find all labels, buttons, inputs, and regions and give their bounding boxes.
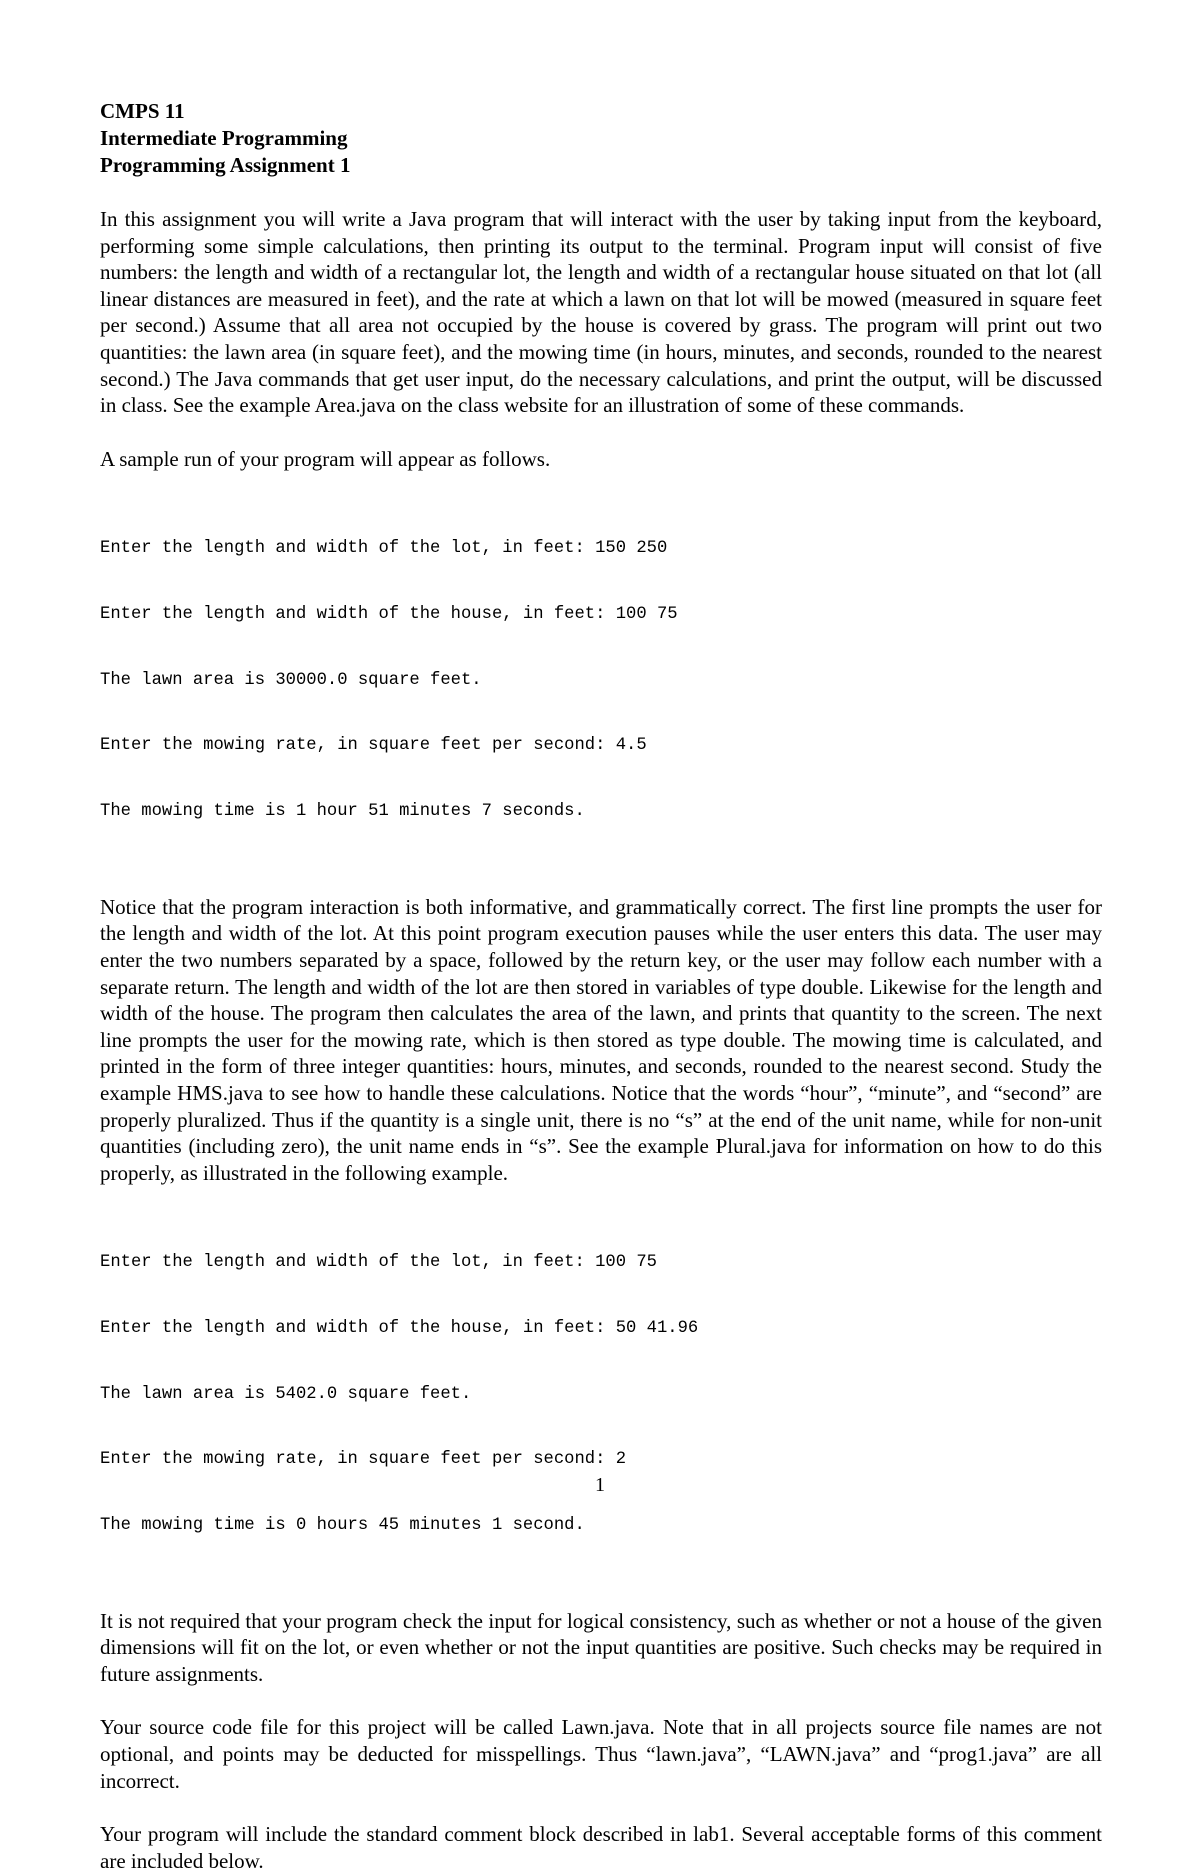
code-line: The lawn area is 5402.0 square feet. (100, 1384, 472, 1404)
document-header (100, 98, 1102, 179)
spacer (100, 867, 1102, 894)
code-line: Enter the mowing rate, in square feet per second: 2 (100, 1450, 627, 1470)
course-code: CMPS 11 (100, 99, 185, 123)
consistency-paragraph: It is not required that your program check the input for logical consistency, such as whether or not a house of the given dimensions will fit on the lot, or even whether or not the input quantities are positive. Such checks may be required in future assignments. (100, 1608, 1102, 1686)
document-page (100, 98, 1102, 1874)
spacer (100, 179, 1102, 206)
code-line: Enter the length and width of the house, in feet: 100 75 (100, 604, 678, 624)
course-title: Intermediate Programming (100, 126, 348, 150)
spacer (100, 419, 1102, 446)
code-line: Enter the mowing rate, in square feet per second: 4.5 (100, 736, 647, 756)
code-line: Enter the length and width of the house, in feet: 50 41.96 (100, 1318, 699, 1338)
code-line: The mowing time is 0 hours 45 minutes 1 second. (100, 1515, 585, 1535)
code-line: The lawn area is 30000.0 square feet. (100, 670, 482, 690)
spacer (100, 1687, 1102, 1714)
source-file-paragraph: Your source code file for this project will be called Lawn.java. Note that in all projects source file names are not optional, and points may be deducted for misspellings. Thus “lawn.java”, “LAWN.java” and “prog1.java” are all incorrect. (100, 1715, 1102, 1793)
code-line: Enter the length and width of the lot, in feet: 150 250 (100, 539, 668, 559)
sample-run-1-code-block (100, 494, 1102, 866)
sample-intro-paragraph: A sample run of your program will appear as follows. (100, 446, 551, 471)
page-number: 1 (595, 1474, 605, 1496)
spacer (100, 1794, 1102, 1821)
intro-paragraph: In this assignment you will write a Java program that will interact with the user by taking input from the keyboard, performing some simple calculations, then printing its output to the terminal. Program input will consist of five numbers: the length and width of a rectangular lot, the length and width of a rectangular house situated on that lot (all linear distances are measured in feet), and the rate at which a lawn on that lot will be mowed (measured in square feet per second.) Assume that all area not occupied by the house is covered by grass. The program will print out two quantities: the lawn area (in square feet), and the mowing time (in hours, minutes, and seconds, rounded to the nearest second.) The Java commands that get user input, do the necessary calculations, and print the output, will be discussed in class. See the example Area.java on the class website for an illustration of some of these commands. (100, 207, 1102, 418)
spacer (100, 472, 1102, 494)
code-line: The mowing time is 1 hour 51 minutes 7 seconds. (100, 802, 585, 822)
comment-block-paragraph: Your program will include the standard comment block described in lab1. Several acceptable forms of this comment are included below. (100, 1822, 1102, 1873)
sample-run-2-code-block (100, 1208, 1102, 1580)
notice-paragraph: Notice that the program interaction is both informative, and grammatically correct. The first line prompts the user for the length and width of the lot. At this point program execution pauses while the user enters this data. The user may enter the two numbers separated by a space, followed by the return key, or the user may follow each number with a separate return. The length and width of the lot are then stored in variables of type double. Likewise for the length and width of the house. The program then calculates the area of the lawn, and prints that quantity to the screen. The next line prompts the user for the mowing rate, which is then stored as type double. The mowing time is calculated, and printed in the form of three integer quantities: hours, minutes, and seconds, rounded to the nearest second. Study the example HMS.java to see how to handle these calculations. Notice that the words “hour”, “minute”, and “second” are properly pluralized. Thus if the quantity is a single unit, there is no “s” at the end of the unit name, while for non-unit quantities (including zero), the unit name ends in “s”. See the example Plural.java for information on how to do this properly, as illustrated in the following example. (100, 894, 1102, 1185)
code-line: Enter the length and width of the lot, in feet: 100 75 (100, 1253, 657, 1273)
spacer (100, 1186, 1102, 1208)
assignment-title: Programming Assignment 1 (100, 153, 351, 177)
spacer (100, 1581, 1102, 1608)
